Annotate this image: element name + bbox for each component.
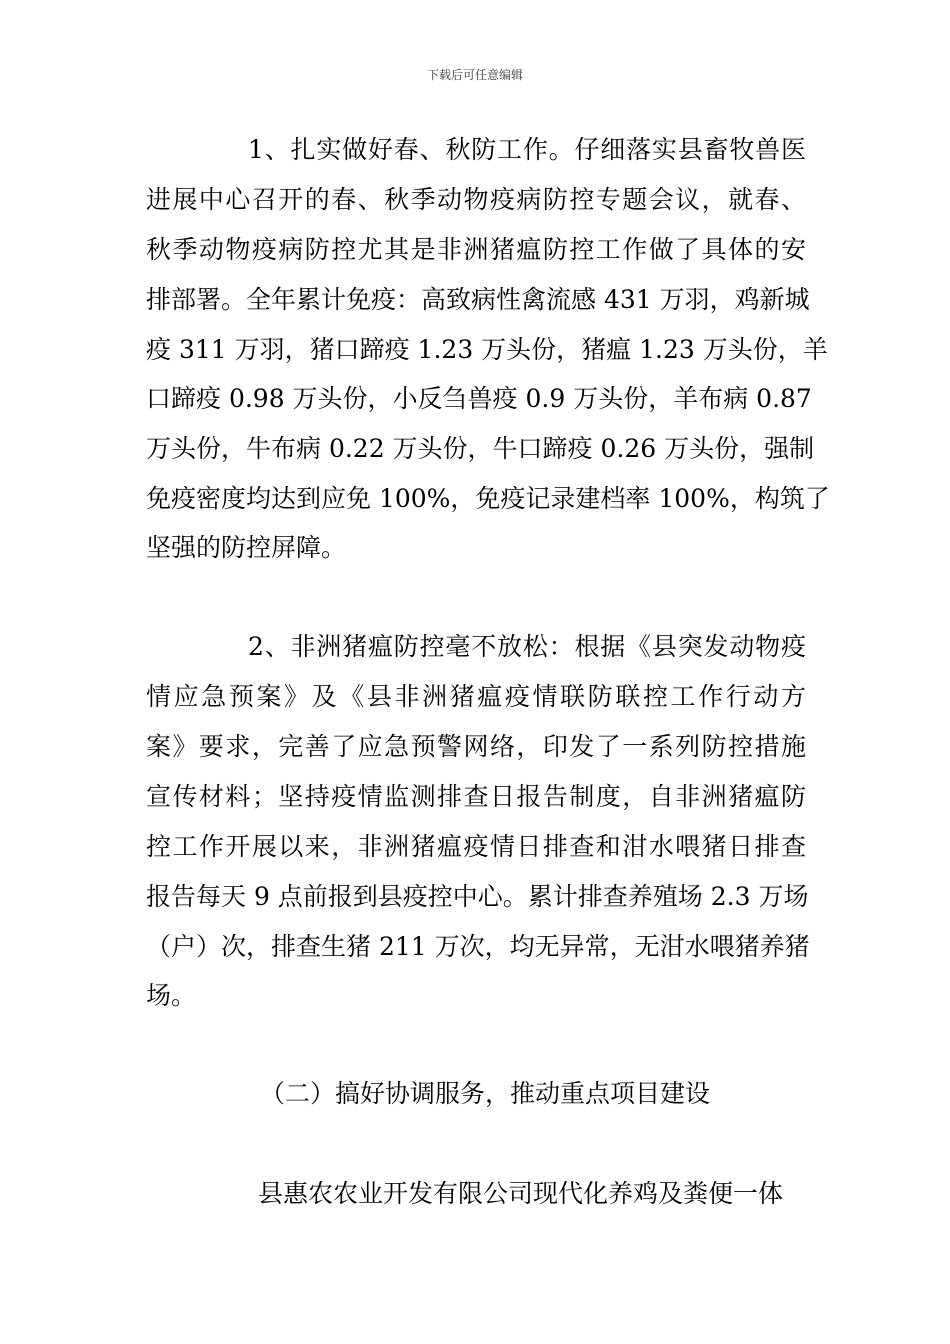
paragraph-line: 案》要求，完善了应急预警网络，印发了一系列防控措施 xyxy=(146,732,806,761)
paragraph-line: 场。 xyxy=(146,981,197,1010)
paragraph-line: 口蹄疫 0.98 万头份，小反刍兽疫 0.9 万头份，羊布病 0.87 xyxy=(146,384,812,413)
section-heading: （二）搞好协调服务，推动重点项目建设 xyxy=(260,1079,711,1108)
paragraph-line: 万头份，牛布病 0.22 万头份，牛口蹄疫 0.26 万头份，强制 xyxy=(146,434,815,463)
paragraph-line: 1、扎实做好春、秋防工作。仔细落实县畜牧兽医 xyxy=(248,135,806,164)
paragraph-line: 报告每天 9 点前报到县疫控中心。累计排查养殖场 2.3 万场 xyxy=(146,882,809,911)
paragraph-line: 宣传材料；坚持疫情监测排查日报告制度，自非洲猪瘟防 xyxy=(146,782,806,811)
paragraph-line: 进展中心召开的春、秋季动物疫病防控专题会议，就春、 xyxy=(146,185,806,214)
page-header: 下载后可任意编辑 xyxy=(426,68,523,82)
paragraph-line: 县惠农农业开发有限公司现代化养鸡及粪便一体 xyxy=(258,1179,784,1208)
paragraph-line: 2、非洲猪瘟防控毫不放松：根据《县突发动物疫 xyxy=(248,632,806,661)
paragraph-line: 情应急预案》及《县非洲猪瘟疫情联防联控工作行动方 xyxy=(146,682,806,711)
paragraph-line: 免疫密度均达到应免 100%，免疫记录建档率 100%，构筑了 xyxy=(146,484,830,513)
paragraph-line: 控工作开展以来，非洲猪瘟疫情日排查和泔水喂猪日排查 xyxy=(146,832,806,861)
paragraph-line: （户）次，排查生猪 211 万次，均无异常，无泔水喂猪养猪 xyxy=(146,932,810,961)
paragraph-line: 排部署。全年累计免疫：高致病性禽流感 431 万羽，鸡新城 xyxy=(146,285,810,314)
paragraph-line: 秋季动物疫病防控尤其是非洲猪瘟防控工作做了具体的安 xyxy=(146,235,806,264)
paragraph-line: 坚强的防控屏障。 xyxy=(146,533,347,562)
paragraph-line: 疫 311 万羽，猪口蹄疫 1.23 万头份，猪瘟 1.23 万头份，羊 xyxy=(146,335,828,364)
